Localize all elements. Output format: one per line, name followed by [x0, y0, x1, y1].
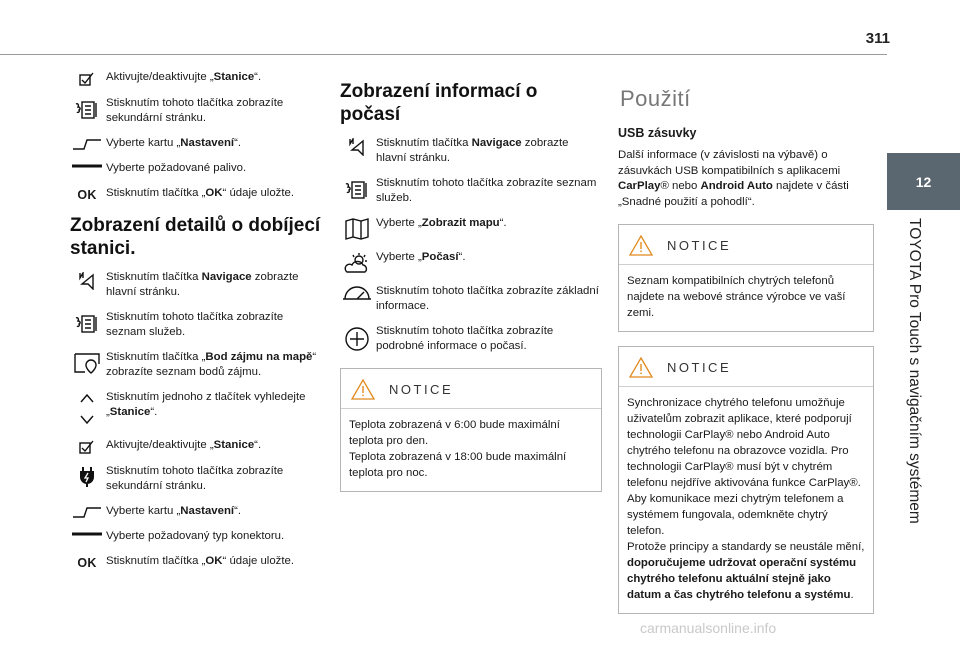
notice-box-sync — [618, 346, 874, 614]
usb-paragraph: Další informace (v závislosti na výbavě) o zásuvkách USB kompatibilních s aplikacemi CarPlay® nebo Android Auto najdete v části „Snadné použití a pohodlí“. — [618, 149, 849, 208]
button-bar-icon — [72, 531, 102, 537]
notice-label: NOTICE — [667, 360, 732, 375]
left-column — [70, 70, 325, 580]
page-number: 311 — [865, 30, 890, 47]
step-text: Vyberte kartu „Nastavení“. — [106, 137, 242, 149]
instruction-step — [340, 136, 602, 166]
notice-label: NOTICE — [667, 238, 732, 253]
chapter-title: TOYOTA Pro Touch s navigačním systémem — [906, 218, 923, 524]
instruction-step — [340, 250, 602, 274]
instruction-step — [70, 350, 325, 380]
instruction-step — [70, 390, 325, 428]
instruction-step — [70, 529, 325, 544]
step-text: Stisknutím tohoto tlačítka zobrazíte podrobné informace o počasí. — [376, 325, 554, 352]
chevron-up-icon — [79, 392, 95, 428]
step-text: Stisknutím tohoto tlačítka zobrazíte sekundární stránku. — [106, 97, 284, 124]
step-text: Stisknutím jednoho z tlačítek vyhledejte „Stanice“. — [106, 391, 306, 418]
weather-icon — [344, 252, 370, 274]
step-text: Stisknutím tohoto tlačítka zobrazíte seznam služeb. — [106, 311, 284, 338]
notice-box-weather — [340, 368, 602, 492]
notice-box-compat — [618, 224, 874, 332]
section-heading-charging: Zobrazení detailů o dobíjecí stanici. — [70, 215, 321, 259]
step-text: Stisknutím tohoto tlačítka zobrazíte sekundární stránku. — [106, 465, 284, 492]
right-column — [618, 70, 874, 614]
step-text: Vyberte požadované palivo. — [106, 162, 247, 174]
instruction-step — [70, 161, 325, 176]
steps-fuel-list — [70, 70, 325, 202]
chapter-side-tab — [887, 210, 960, 580]
step-text: Stisknutím tohoto tlačítka zobrazíte seznam služeb. — [376, 177, 597, 204]
step-text: Vyberte „Počasí“. — [376, 251, 466, 263]
instruction-step — [340, 284, 602, 314]
menu-icon — [74, 312, 100, 336]
ok-icon: OK — [77, 188, 97, 202]
ok-icon: OK — [77, 556, 97, 570]
instruction-step — [70, 70, 325, 86]
warning-icon — [629, 357, 653, 378]
chapter-number-tab[interactable]: 12 — [887, 153, 960, 210]
warning-icon — [629, 235, 653, 256]
map-icon — [344, 218, 370, 240]
instruction-step — [70, 438, 325, 454]
steps-charging-list — [70, 270, 325, 570]
section-title-usage: Použití — [620, 86, 691, 111]
step-text: Vyberte požadovaný typ konektoru. — [106, 530, 285, 542]
step-text: Stisknutím tlačítka „OK“ údaje uložte. — [106, 187, 295, 199]
speedometer-icon — [343, 286, 371, 300]
instruction-step — [70, 310, 325, 340]
step-text: Stisknutím tlačítka „Bod zájmu na mapě“ zobrazíte seznam bodů zájmu. — [106, 351, 317, 378]
instruction-step — [70, 464, 325, 494]
button-bar-icon — [72, 163, 102, 169]
notice-text — [341, 409, 601, 491]
instruction-step — [340, 324, 602, 354]
plus-circle-icon — [344, 326, 370, 352]
middle-column — [340, 70, 602, 492]
step-text: Aktivujte/deaktivujte „Stanice“. — [106, 71, 262, 83]
instruction-step — [70, 270, 325, 300]
instruction-step — [70, 186, 325, 202]
menu-icon — [344, 178, 370, 202]
notice-line: Teplota zobrazená v 18:00 bude maximální teplota pro noc. — [349, 451, 567, 479]
navigation-icon — [349, 138, 365, 156]
notice-line: Teplota zobrazená v 6:00 bude maximální teplota pro den. — [349, 419, 560, 447]
section-heading-weather: Zobrazení informací o počasí — [340, 81, 538, 125]
step-text: Aktivujte/deaktivujte „Stanice“. — [106, 439, 262, 451]
instruction-step — [70, 136, 325, 151]
charging-plug-icon — [79, 466, 95, 488]
step-text: Vyberte kartu „Nastavení“. — [106, 505, 242, 517]
watermark: carmanualsonline.info — [640, 620, 777, 636]
step-text: Stisknutím tlačítka Navigace zobrazte hlavní stránku. — [376, 137, 569, 164]
navigation-icon — [79, 272, 95, 290]
instruction-step — [340, 216, 602, 240]
poi-map-icon — [73, 352, 101, 374]
usb-subtitle: USB zásuvky — [618, 126, 697, 140]
notice-label: NOTICE — [389, 382, 454, 397]
header-rule — [0, 54, 887, 55]
menu-icon — [74, 98, 100, 122]
step-text: Stisknutím tlačítka Navigace zobrazte hlavní stránku. — [106, 271, 299, 298]
notice-text: Synchronizace chytrého telefonu umožňuje uživatelům zobrazit aplikace, které podporují technologii CarPlay® nebo Android Auto chytrého telefonu na obrazovce vozidla. Pro technologii CarPlay® musí být v chytrém telefonu nejdříve aktivována funkce CarPlay®. Aby komunikace mezi chytrým telefonem a systémem fungovala, odemkněte chytrý telefon. Protože principy a standardy se neustále mění, doporučujeme udržovat operační systému chytrého telefonu aktuální stejně jako datum a čas chytrého telefonu a systému. — [627, 397, 865, 601]
checkbox-icon — [79, 440, 95, 454]
instruction-step — [70, 96, 325, 126]
tab-icon — [72, 506, 102, 518]
instruction-step — [70, 554, 325, 570]
step-text: Stisknutím tohoto tlačítka zobrazíte základní informace. — [376, 285, 599, 312]
warning-icon — [351, 379, 375, 400]
tab-icon — [72, 138, 102, 150]
steps-weather-list — [340, 136, 602, 354]
instruction-step — [70, 504, 325, 519]
instruction-step — [340, 176, 602, 206]
step-text: Stisknutím tlačítka „OK“ údaje uložte. — [106, 555, 295, 567]
notice-text: Seznam kompatibilních chytrých telefonů najdete na webové stránce výrobce ve vaší zemi. — [627, 275, 846, 319]
checkbox-icon — [79, 72, 95, 86]
step-text: Vyberte „Zobrazit mapu“. — [376, 217, 507, 229]
